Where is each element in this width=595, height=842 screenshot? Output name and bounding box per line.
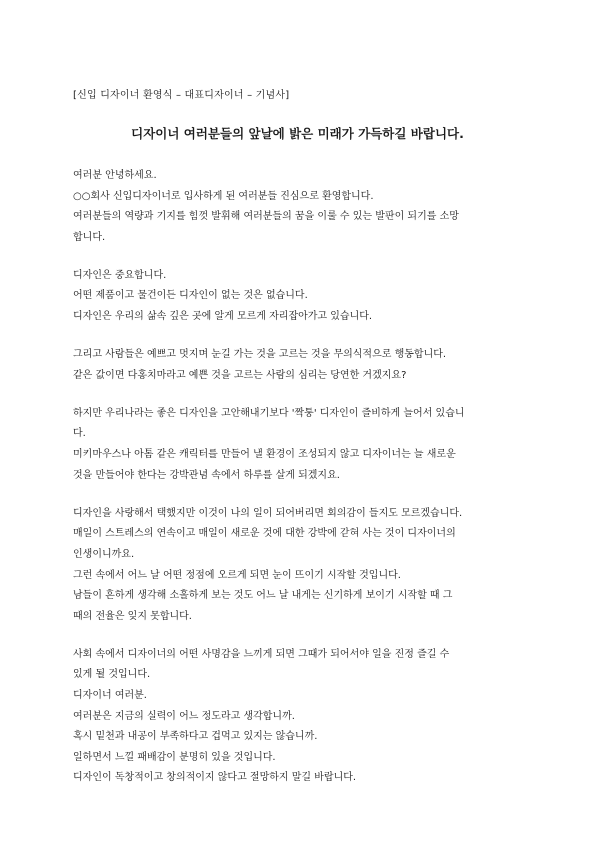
text-line: 있게 될 것입니다.: [73, 669, 151, 681]
paragraph-human-psychology: [73, 345, 528, 386]
text-line: 여러분은 지금의 실력이 어느 정도라고 생각합니까.: [73, 710, 295, 722]
text-line: 때의 전율은 잊지 못합니다.: [73, 610, 192, 622]
text-line: 인생이니까요.: [73, 548, 135, 560]
text-line: 여러분들의 역량과 기지를 힘껏 발휘해 여러분들의 꿈을 이룰 수 있는 발판이 되기를 소망: [73, 211, 459, 223]
text-line: 여러분 안녕하세요.: [73, 170, 157, 181]
paragraph-designer-life: [73, 504, 528, 628]
text-line: 디자인은 중요합니다.: [73, 269, 167, 281]
text-line: 일하면서 느낄 패배감이 분명히 있을 것입니다.: [73, 751, 276, 763]
text-line: 미키마우스나 아톰 같은 캐릭터를 만들어 낼 환경이 조성되지 않고 디자이너는 늘 새로운: [73, 449, 456, 461]
text-line: 하지만 우리나라는 좋은 디자인을 고안해내기보다 '짝퉁' 디자인이 즐비하게 늘어서 있습니: [73, 407, 465, 419]
text-line: 디자인은 우리의 삶속 깊은 곳에 알게 모르게 자리잡아가고 있습니다.: [73, 311, 373, 323]
text-line: 남들이 흔하게 생각해 소홀하게 보는 것도 어느 날 내게는 신기하게 보이기 시작할 때 그: [73, 590, 453, 602]
text-line: 그리고 사람들은 예쁘고 멋지며 눈길 가는 것을 고르는 것을 무의식적으로 행동합니다.: [73, 349, 447, 361]
document-title: 디자이너 여러분들의 앞날에 밝은 미래가 가득하길 바랍니다.: [131, 126, 464, 141]
text-line: 것을 만들어야 한다는 강박관념 속에서 하루를 살게 되겠지요.: [73, 469, 340, 481]
text-line: 디자이너 여러분.: [73, 689, 147, 701]
text-line: 같은 값이면 다홍치마라고 예쁜 것을 고르는 사람의 심리는 당연한 거겠지요?: [73, 369, 407, 381]
text-line: 혹시 밑천과 내공이 부족하다고 겁먹고 있지는 않습니까.: [73, 731, 318, 743]
text-line: 어떤 제품이고 물건이든 디자인이 없는 것은 없습니다.: [73, 290, 308, 302]
text-line: 디자인을 사랑해서 택했지만 이것이 나의 일이 되어버리면 회의감이 들지도 모르겠습니다.: [73, 507, 463, 519]
paragraph-greeting: [73, 166, 528, 248]
text-line: ○○회사 신입디자이너로 입사하게 된 여러분들 진심으로 환영합니다.: [73, 190, 374, 202]
text-line: 합니다.: [73, 231, 106, 243]
paragraph-closing: [73, 645, 528, 789]
text-line: 그런 속에서 어느 날 어떤 정점에 오르게 되면 눈이 뜨이기 시작할 것입니다.: [73, 569, 401, 581]
document-body: [73, 166, 528, 806]
paragraph-design-importance: [73, 266, 528, 328]
text-line: 매일이 스트레스의 연속이고 매일이 새로운 것에 대한 강박에 갇혀 사는 것이 디자이너의: [73, 528, 456, 540]
paragraph-imitation-design: [73, 404, 528, 486]
text-line: 디자인이 독창적이고 창의적이지 않다고 절망하지 말길 바랍니다.: [73, 772, 357, 784]
text-line: 사회 속에서 디자이너의 어떤 사명감을 느끼게 되면 그때가 되어서야 일을 진정 즐길 수: [73, 648, 450, 660]
text-line: 다.: [73, 428, 86, 440]
document-header-tag: [신입 디자이너 환영식 – 대표디자이너 – 기념사]: [73, 90, 290, 101]
